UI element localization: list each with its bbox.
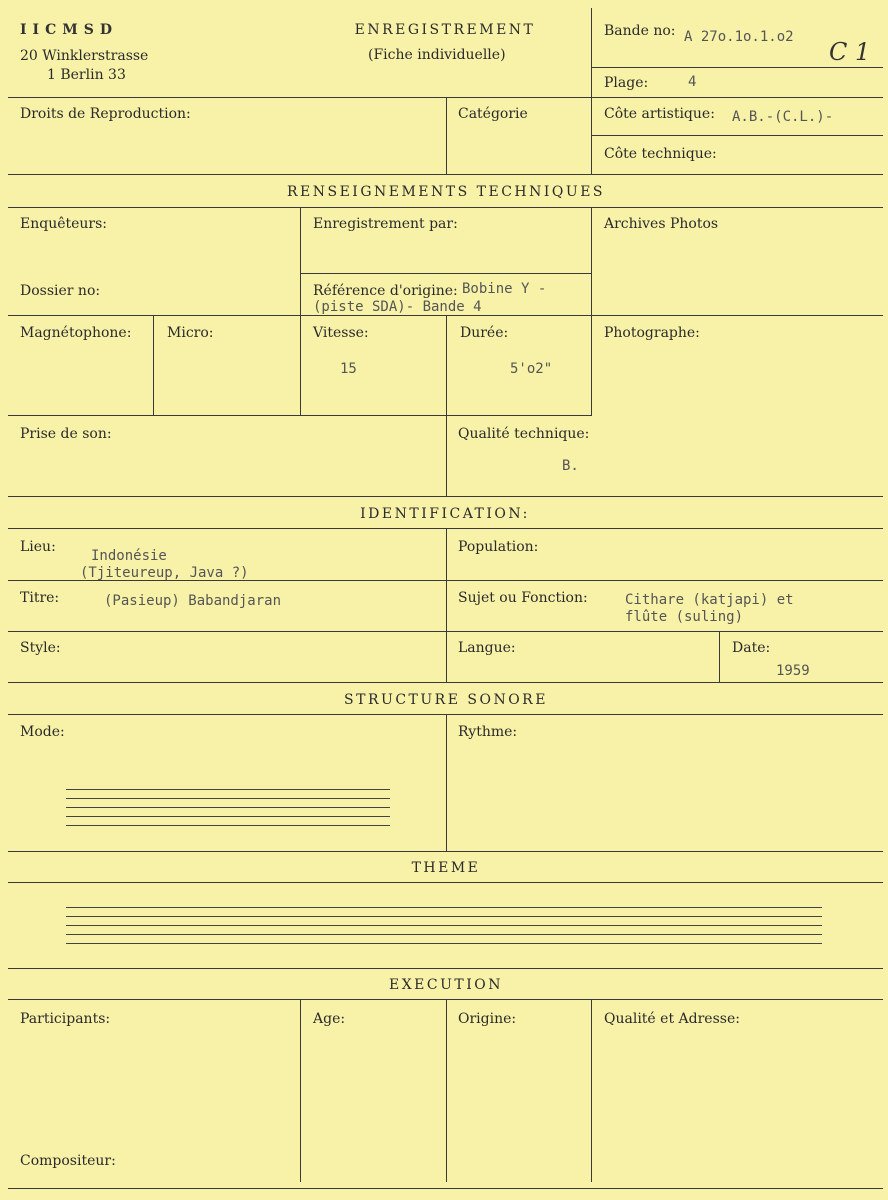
langue-label: Langue: bbox=[458, 640, 516, 656]
vitesse-value: 15 bbox=[340, 361, 357, 377]
rule bbox=[8, 1188, 883, 1189]
qualite-adresse-label: Qualité et Adresse: bbox=[604, 1011, 740, 1027]
bande-handwritten: C 1 bbox=[829, 38, 871, 66]
plage-label: Plage: bbox=[604, 75, 649, 91]
compositeur-label: Compositeur: bbox=[20, 1153, 116, 1169]
rule bbox=[8, 496, 883, 497]
lieu-value-1: Indonésie bbox=[91, 548, 167, 564]
rule bbox=[300, 207, 301, 416]
address-city: 1 Berlin 33 bbox=[47, 67, 126, 83]
rule bbox=[591, 67, 883, 68]
date-value: 1959 bbox=[776, 663, 810, 679]
date-label: Date: bbox=[732, 640, 771, 656]
population-label: Population: bbox=[458, 539, 539, 555]
rule bbox=[8, 207, 883, 208]
lieu-value-2: (Tjiteureup, Java ?) bbox=[80, 565, 249, 581]
reference-label: Référence d'origine: bbox=[313, 283, 458, 299]
style-label: Style: bbox=[20, 640, 61, 656]
rule bbox=[446, 999, 447, 1182]
staff-line bbox=[66, 798, 390, 799]
rule bbox=[719, 631, 720, 682]
rule bbox=[8, 968, 883, 969]
staff-line bbox=[66, 907, 822, 908]
form-subtitle: (Fiche individuelle) bbox=[368, 47, 506, 63]
cote-technique-label: Côte technique: bbox=[604, 146, 717, 162]
sujet-value-1: Cithare (katjapi) et bbox=[625, 592, 794, 608]
micro-label: Micro: bbox=[167, 325, 214, 341]
rule bbox=[446, 714, 447, 851]
duree-label: Durée: bbox=[460, 325, 509, 341]
duree-value: 5'o2" bbox=[510, 361, 553, 377]
rythme-label: Rythme: bbox=[458, 724, 518, 740]
org-name: IICMSD bbox=[20, 22, 118, 38]
droits-label: Droits de Reproduction: bbox=[20, 106, 191, 122]
reference-value-1: Bobine Y - bbox=[462, 281, 547, 297]
sujet-value-2: flûte (suling) bbox=[625, 609, 744, 625]
rule bbox=[446, 97, 447, 175]
section-title-execution: EXECUTION bbox=[388, 977, 503, 993]
rule bbox=[300, 273, 591, 274]
staff-line bbox=[66, 807, 390, 808]
titre-value: (Pasieup) Babandjaran bbox=[104, 593, 282, 609]
cote-artistique-label: Côte artistique: bbox=[604, 106, 715, 122]
rule bbox=[153, 315, 154, 416]
qualite-technique-label: Qualité technique: bbox=[458, 426, 590, 442]
plage-value: 4 bbox=[688, 74, 697, 90]
rule bbox=[300, 999, 301, 1182]
bande-value: A 27o.1o.1.o2 bbox=[684, 29, 794, 45]
categorie-label: Catégorie bbox=[458, 106, 528, 122]
magnetophone-label: Magnétophone: bbox=[20, 325, 132, 341]
staff-line bbox=[66, 916, 822, 917]
titre-label: Titre: bbox=[20, 590, 60, 606]
sujet-label: Sujet ou Fonction: bbox=[458, 590, 588, 606]
staff-line bbox=[66, 789, 390, 790]
rule bbox=[446, 315, 447, 496]
mode-label: Mode: bbox=[20, 724, 65, 740]
address-street: 20 Winklerstrasse bbox=[20, 48, 149, 64]
section-title-structure: STRUCTURE SONORE bbox=[344, 692, 548, 708]
staff-line bbox=[66, 925, 822, 926]
rule bbox=[591, 999, 592, 1182]
staff-line bbox=[66, 934, 822, 935]
age-label: Age: bbox=[313, 1011, 346, 1027]
rule bbox=[8, 682, 883, 683]
prise-de-son-label: Prise de son: bbox=[20, 426, 112, 442]
lieu-label: Lieu: bbox=[20, 539, 56, 555]
section-title-technique: RENSEIGNEMENTS TECHNIQUES bbox=[286, 184, 606, 200]
rule bbox=[591, 207, 592, 416]
staff-line bbox=[66, 816, 390, 817]
vitesse-label: Vitesse: bbox=[313, 325, 369, 341]
qualite-technique-value: B. bbox=[562, 458, 579, 474]
staff-line bbox=[66, 825, 390, 826]
rule bbox=[8, 882, 883, 883]
section-title-identification: IDENTIFICATION: bbox=[360, 506, 530, 522]
dossier-label: Dossier no: bbox=[20, 283, 101, 299]
reference-value-2: (piste SDA)- Bande 4 bbox=[313, 299, 482, 315]
form-title: ENREGISTREMENT bbox=[354, 22, 536, 38]
bande-label: Bande no: bbox=[604, 23, 676, 39]
enqueteurs-label: Enquêteurs: bbox=[20, 216, 108, 232]
rule bbox=[446, 528, 447, 682]
rule bbox=[8, 851, 883, 852]
rule bbox=[591, 135, 883, 136]
section-title-theme: THEME bbox=[411, 860, 481, 876]
enregistrement-par-label: Enregistrement par: bbox=[313, 216, 458, 232]
archives-photos-label: Archives Photos bbox=[604, 216, 719, 232]
rule bbox=[591, 8, 592, 175]
origine-label: Origine: bbox=[458, 1011, 517, 1027]
photographe-label: Photographe: bbox=[604, 325, 700, 341]
cote-artistique-value: A.B.-(C.L.)- bbox=[732, 109, 834, 125]
participants-label: Participants: bbox=[20, 1011, 111, 1027]
staff-line bbox=[66, 943, 822, 944]
